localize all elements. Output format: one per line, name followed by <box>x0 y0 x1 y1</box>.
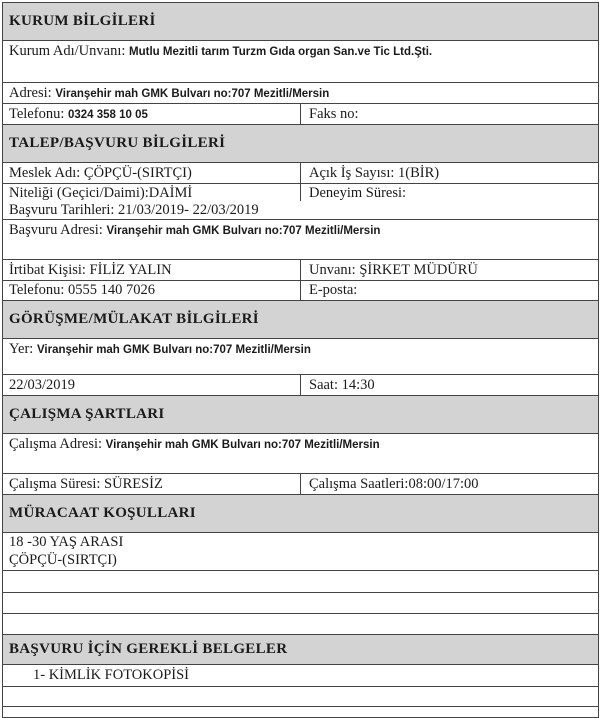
calisma-hours: Çalışma Saatleri:08:00/17:00 <box>309 476 479 492</box>
gorusme-location-label: Yer: <box>9 341 34 357</box>
column-divider <box>300 375 301 395</box>
talep-contact-row <box>2 259 599 280</box>
talep-nature: Niteliği (Geçici/Daimi):DAİMİ <box>9 185 193 201</box>
section-header-kurum <box>2 2 599 40</box>
calisma-header: ÇALIŞMA ŞARTLARI <box>9 406 165 422</box>
section-header-muracaat <box>2 494 599 532</box>
talep-phone: Telefonu: 0555 140 7026 <box>9 282 155 298</box>
belgeler-header: BAŞVURU İÇİN GEREKLİ BELGELER <box>9 641 288 657</box>
gorusme-date: 22/03/2019 <box>9 377 76 393</box>
muracaat-conditions-row <box>2 532 599 570</box>
kurum-name-row <box>2 40 599 82</box>
kurum-phone-label: Telefonu: <box>9 106 65 122</box>
talep-address-label: Başvuru Adresi: <box>9 222 103 238</box>
muracaat-empty-row <box>2 613 599 634</box>
kurum-fax-label: Faks no: <box>309 106 359 122</box>
kurum-phone-row <box>2 103 599 124</box>
gorusme-datetime-row <box>2 374 599 395</box>
talep-contact-title: Unvanı: ŞİRKET MÜDÜRÜ <box>309 262 478 278</box>
calisma-address-row <box>2 433 599 473</box>
gorusme-location-value: Viranşehir mah GMK Bulvarı no:707 Mezitli/Mersin <box>36 344 311 356</box>
kurum-address-cell <box>5 85 329 103</box>
kurum-address-label: Adresi: <box>9 85 52 101</box>
kurum-name-value: Mutlu Mezitli tarım Turzm Gıda organ San.ve Tic Ltd.Şti. <box>129 46 433 58</box>
section-header-belgeler <box>2 634 599 664</box>
gorusme-location-row <box>2 338 599 374</box>
talep-address-cell <box>5 222 380 259</box>
talep-dates: Başvuru Tarihleri: 21/03/2019- 22/03/2019 <box>9 202 259 218</box>
talep-nature-row <box>2 183 599 201</box>
kurum-name-cell <box>5 43 432 82</box>
section-header-talep <box>2 124 599 162</box>
kurum-header: KURUM BİLGİLERİ <box>9 13 156 29</box>
muracaat-condition-age: 18 -30 YAŞ ARASI <box>9 534 124 550</box>
talep-contact-person: İrtibat Kişisi: FİLİZ YALIN <box>9 262 172 278</box>
talep-dates-row <box>2 201 599 219</box>
belgeler-empty-row <box>2 686 599 706</box>
section-header-gorusme <box>2 300 599 338</box>
column-divider <box>300 260 301 280</box>
muracaat-empty-row <box>2 592 599 613</box>
talep-address-value: Viranşehir mah GMK Bulvarı no:707 Mezitli/Mersin <box>106 225 381 237</box>
kurum-phone-cell <box>5 106 148 124</box>
gorusme-header: GÖRÜŞME/MÜLAKAT BİLGİLERİ <box>9 311 259 327</box>
gorusme-time: Saat: 14:30 <box>309 377 375 393</box>
talep-header: TALEP/BAŞVURU BİLGİLERİ <box>9 135 226 151</box>
talep-address-row <box>2 219 599 259</box>
muracaat-header: MÜRACAAT KOŞULLARI <box>9 505 196 521</box>
belgeler-item-1: 1- KİMLİK FOTOKOPİSİ <box>33 667 190 683</box>
talep-occupation: Meslek Adı: ÇÖPÇÜ-(SIRTÇI) <box>9 165 192 181</box>
calisma-address-value: Viranşehir mah GMK Bulvarı no:707 Mezitli/Mersin <box>105 439 380 451</box>
talep-email: E-posta: <box>309 282 358 298</box>
belgeler-item-row <box>2 664 599 686</box>
column-divider <box>300 184 301 201</box>
muracaat-empty-row <box>2 570 599 592</box>
job-posting-form <box>2 2 599 718</box>
kurum-address-row <box>2 82 599 103</box>
talep-experience: Deneyim Süresi: <box>309 185 407 201</box>
gorusme-location-cell <box>5 341 311 374</box>
talep-occupation-row <box>2 162 599 183</box>
talep-phone-row <box>2 280 599 300</box>
talep-open-positions: Açık İş Sayısı: 1(BİR) <box>309 165 440 181</box>
column-divider <box>300 104 301 124</box>
kurum-name-label: Kurum Adı/Unvanı: <box>9 43 126 59</box>
column-divider <box>300 474 301 494</box>
calisma-duration-row <box>2 473 599 494</box>
muracaat-condition-occupation: ÇÖPÇÜ-(SIRTÇI) <box>9 552 117 568</box>
column-divider <box>300 281 301 300</box>
kurum-phone-value: 0324 358 10 05 <box>67 109 148 121</box>
kurum-address-value: Viranşehir mah GMK Bulvarı no:707 Mezitli/Mersin <box>55 88 330 100</box>
calisma-duration: Çalışma Süresi: SÜRESİZ <box>9 476 163 492</box>
section-header-calisma <box>2 395 599 433</box>
column-divider <box>300 163 301 183</box>
calisma-address-cell <box>5 436 380 473</box>
calisma-address-label: Çalışma Adresi: <box>9 436 103 452</box>
